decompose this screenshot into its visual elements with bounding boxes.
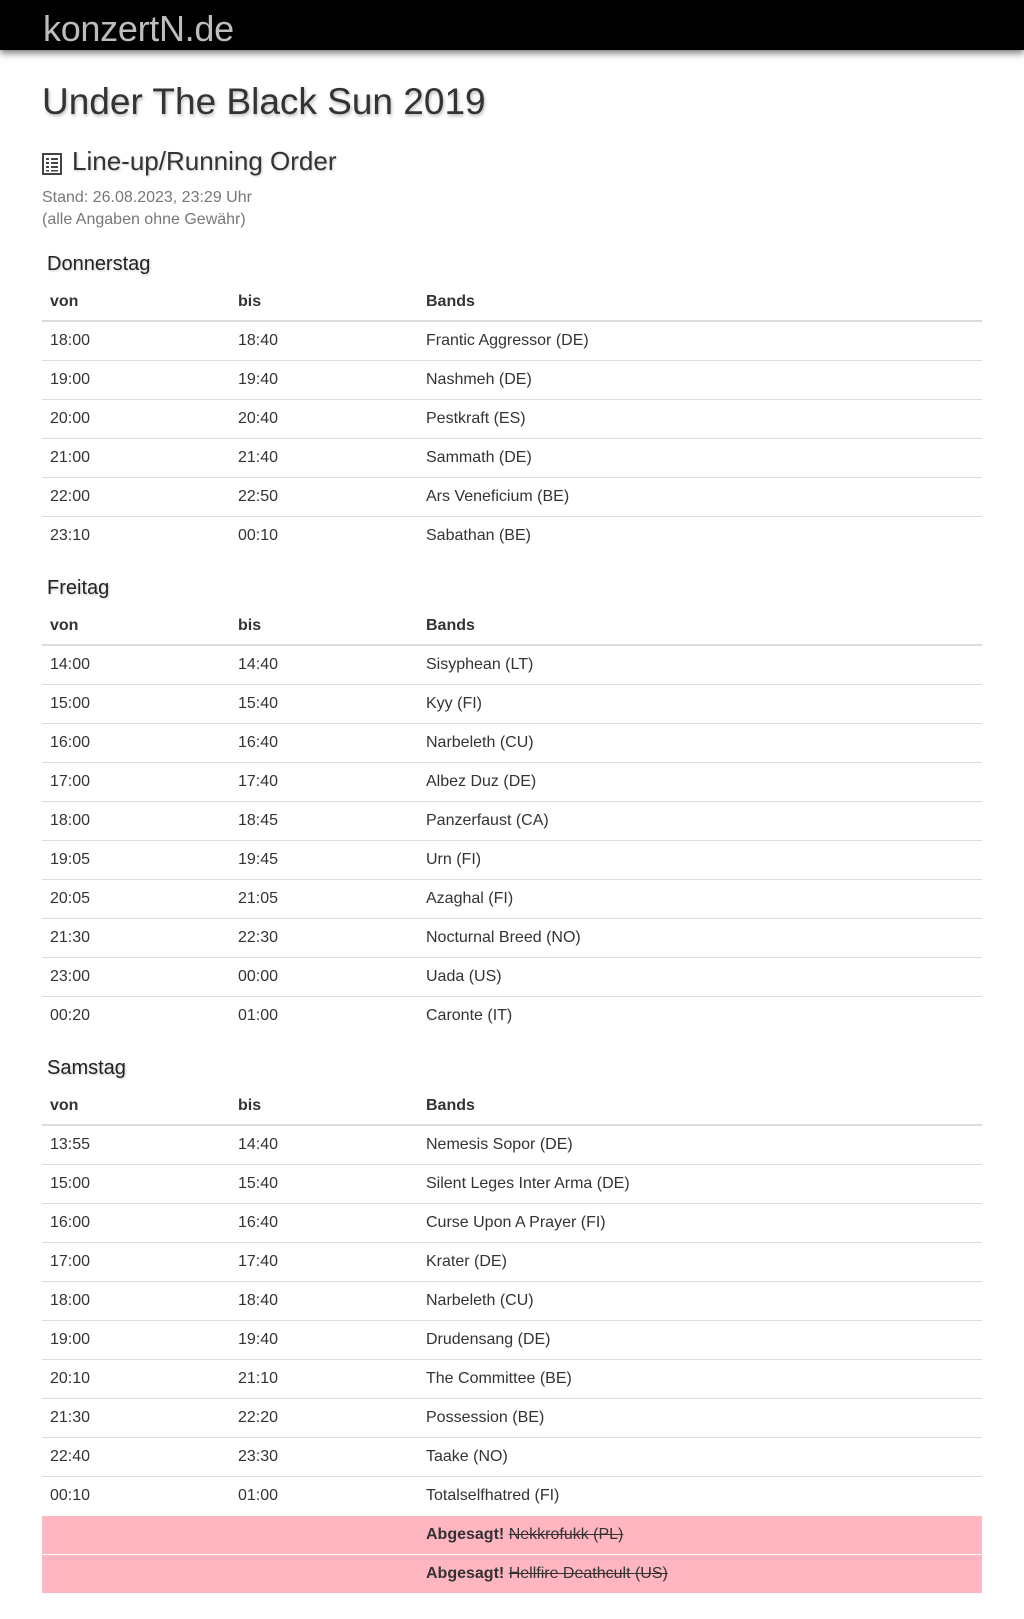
band-cell [418,802,982,841]
band-cell [418,1555,982,1594]
band-name: Narbeleth (CU) [426,734,534,751]
band-cell [418,645,982,685]
band-name: Albez Duz (DE) [426,773,537,790]
table-row [42,1360,982,1399]
end-time [230,1516,418,1555]
band-cell [418,841,982,880]
start-time [42,1555,230,1594]
cancelled-label: Abgesagt! [426,1565,505,1582]
table-row [42,841,982,880]
table-row [42,478,982,517]
end-time: 21:10 [230,1360,418,1399]
schedule-table [42,283,982,555]
band-name: Azaghal (FI) [426,890,514,907]
end-time: 15:40 [230,1165,418,1204]
table-row [42,1204,982,1243]
band-cell [418,478,982,517]
table-row [42,1165,982,1204]
band-cell [418,1399,982,1438]
band-cell [418,997,982,1036]
band-cell [418,880,982,919]
day-section-freitag [42,575,982,1035]
band-cell [418,724,982,763]
column-header-von: von [42,283,230,321]
end-time: 16:40 [230,724,418,763]
start-time: 18:00 [42,802,230,841]
column-header-bands: Bands [418,607,982,645]
band-name: Drudensang (DE) [426,1331,551,1348]
start-time: 16:00 [42,1204,230,1243]
end-time: 14:40 [238,1136,279,1153]
end-time: 16:40 [230,1204,418,1243]
band-cell [418,1477,982,1516]
start-time: 23:00 [42,958,230,997]
start-time: 21:30 [42,1399,230,1438]
band-name: Taake (NO) [426,1448,508,1465]
start-time: 19:05 [42,841,230,880]
end-time [230,1555,418,1594]
end-time: 00:00 [230,958,418,997]
table-row [42,919,982,958]
end-time: 17:40 [230,763,418,802]
start-time: 17:00 [42,1243,230,1282]
end-time: 22:50 [230,478,418,517]
band-name: Pestkraft (ES) [426,410,526,427]
start-time: 22:00 [42,478,230,517]
day-title: Samstag [47,1057,126,1079]
section-title-label: Line-up/Running Order [72,146,337,176]
band-cell [418,1360,982,1399]
band-cell [418,1438,982,1477]
end-time: 23:30 [230,1438,418,1477]
day-title: Freitag [47,577,110,599]
top-navbar [0,0,1024,50]
band-name: Sisyphean (LT) [426,656,534,673]
band-name: Panzerfaust (CA) [426,812,549,829]
table-row [42,439,982,478]
day-section-donnerstag [42,251,982,555]
band-cell [418,919,982,958]
day-title: Donnerstag [47,253,151,275]
column-header-von: von [42,607,230,645]
end-time: 15:40 [230,685,418,724]
schedule-table [42,1087,982,1593]
table-row [42,724,982,763]
band-name: Totalselfhatred (FI) [426,1487,560,1504]
start-time: 23:10 [42,517,230,556]
end-time: 17:40 [230,1243,418,1282]
cancelled-row [42,1516,982,1555]
band-cell [418,321,982,361]
site-brand-link[interactable]: konzertN.de [43,8,234,49]
main-content [0,80,1024,1593]
table-row [42,1321,982,1360]
start-time: 17:00 [42,763,230,802]
start-time: 20:00 [42,400,230,439]
band-cell [418,763,982,802]
table-row [42,685,982,724]
band-name: Nashmeh (DE) [426,371,532,388]
band-cell [418,517,982,556]
start-time: 22:40 [42,1438,230,1477]
end-time: 21:05 [230,880,418,919]
table-row [42,997,982,1036]
band-name: Narbeleth (CU) [426,1292,534,1309]
band-cell [418,1125,982,1165]
table-row [42,1282,982,1321]
table-header-row [42,1087,982,1125]
band-name: Ars Veneficium (BE) [426,488,570,505]
start-time: 18:00 [50,332,91,349]
table-row [42,1438,982,1477]
table-row [42,802,982,841]
table-row [42,1125,982,1165]
day-section-samstag [42,1055,982,1593]
band-name: The Committee (BE) [426,1370,572,1387]
page-title: Under The Black Sun 2019 [42,81,486,122]
start-time: 16:00 [42,724,230,763]
disclaimer: (alle Angaben ohne Gewähr) [42,211,246,228]
start-time: 15:00 [42,685,230,724]
band-cell [418,361,982,400]
start-time: 13:55 [50,1136,91,1153]
end-time: 01:00 [230,997,418,1036]
band-cell [418,1204,982,1243]
band-name: Uada (US) [426,968,502,985]
stand-info [42,187,982,231]
band-cell [418,400,982,439]
band-cell [418,1282,982,1321]
schedule-days [42,251,982,1593]
band-cell [418,439,982,478]
start-time: 14:00 [50,656,91,673]
end-time: 18:40 [230,1282,418,1321]
band-cell [418,685,982,724]
table-row [42,958,982,997]
end-time: 19:40 [230,361,418,400]
end-time: 01:00 [230,1477,418,1516]
stand-timestamp: Stand: 26.08.2023, 23:29 Uhr [42,189,252,206]
band-name: Silent Leges Inter Arma (DE) [426,1175,630,1192]
band-name: Nocturnal Breed (NO) [426,929,581,946]
start-time: 20:10 [42,1360,230,1399]
band-cell [418,1516,982,1555]
band-name: Kyy (FI) [426,695,482,712]
start-time: 19:00 [42,361,230,400]
column-header-bis: bis [230,1087,418,1125]
end-time: 20:40 [230,400,418,439]
end-time: 18:45 [230,802,418,841]
start-time: 19:00 [42,1321,230,1360]
table-row [42,400,982,439]
column-header-bis: bis [230,283,418,321]
table-row [42,1243,982,1282]
band-cell [418,1243,982,1282]
table-row [42,645,982,685]
band-cell [418,958,982,997]
end-time: 22:30 [230,919,418,958]
column-header-bis: bis [230,607,418,645]
table-row [42,321,982,361]
start-time: 00:20 [42,997,230,1036]
band-cell [418,1321,982,1360]
table-header-row [42,283,982,321]
column-header-bands: Bands [418,283,982,321]
end-time: 22:20 [230,1399,418,1438]
band-name: Nemesis Sopor (DE) [426,1136,573,1153]
cancelled-label: Abgesagt! [426,1526,505,1543]
band-name: Curse Upon A Prayer (FI) [426,1214,606,1231]
table-row [42,1477,982,1516]
section-title [42,145,982,177]
list-icon [42,150,62,172]
end-time: 18:40 [238,332,279,349]
band-name: Caronte (IT) [426,1007,513,1024]
band-name: Krater (DE) [426,1253,507,1270]
end-time: 19:45 [230,841,418,880]
start-time: 15:00 [42,1165,230,1204]
end-time: 00:10 [230,517,418,556]
table-row [42,880,982,919]
end-time: 19:40 [230,1321,418,1360]
end-time: 21:40 [230,439,418,478]
band-name: Nekkrofukk (PL) [508,1526,624,1543]
end-time: 14:40 [238,656,279,673]
start-time [42,1516,230,1555]
schedule-table [42,607,982,1035]
start-time: 00:10 [42,1477,230,1516]
start-time: 20:05 [42,880,230,919]
column-header-von: von [42,1087,230,1125]
band-name: Possession (BE) [426,1409,545,1426]
column-header-bands: Bands [418,1087,982,1125]
table-row [42,361,982,400]
band-cell [418,1165,982,1204]
start-time: 18:00 [42,1282,230,1321]
band-name: Urn (FI) [426,851,482,868]
table-row [42,763,982,802]
band-name: Hellfire Deathcult (US) [508,1565,668,1582]
cancelled-row [42,1555,982,1594]
table-row [42,517,982,556]
start-time: 21:30 [42,919,230,958]
band-name: Frantic Aggressor (DE) [426,332,589,349]
start-time: 21:00 [42,439,230,478]
table-row [42,1399,982,1438]
band-name: Sabathan (BE) [426,527,531,544]
table-header-row [42,607,982,645]
band-name: Sammath (DE) [426,449,532,466]
